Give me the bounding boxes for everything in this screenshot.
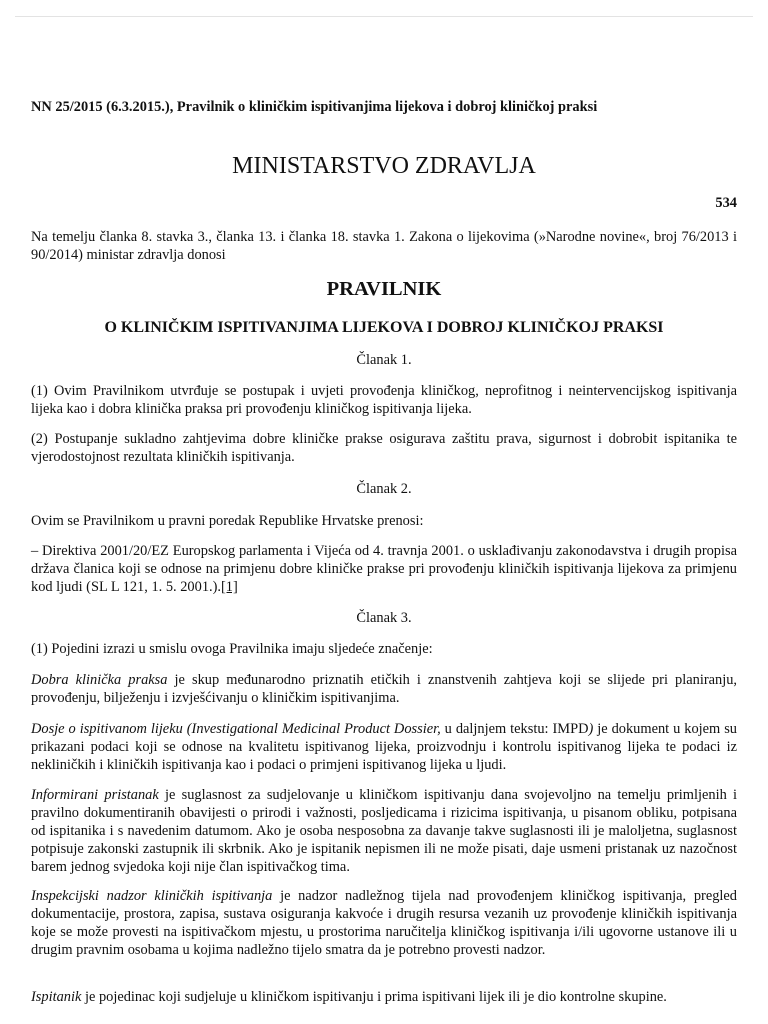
document-number: 534 [715,195,737,211]
definition-term: Dobra klinička praksa [31,672,168,688]
article-3-paragraph-1: (1) Pojedini izrazi u smislu ovoga Pravilnika imaju sljedeće značenje: [31,641,433,657]
article-1-heading: Članak 1. [356,352,412,368]
article-1-paragraph-2: (2) Postupanje sukladno zahtjevima dobre kliničke prakse osigurava zaštitu prava, sigurnost i dobrobit ispitanika te vjerodostojnost rezultata kliničkih ispitivanja. [31,431,737,465]
definition-text: je pojedinac koji sudjeluje u kliničkom ispitivanju i prima ispitivani lijek ili je dio kontrolne skupine. [81,989,667,1005]
intro-paragraph: Na temelju članka 8. stavka 3., članka 13. i članka 18. stavka 1. Zakona o lijekovima (»Narodne novine«, broj 76/2013 i 90/2014) ministar zdravlja donosi [31,229,737,263]
regulation-title: PRAVILNIK [326,278,442,300]
regulation-subtitle: O KLINIČKIM ISPITIVANJIMA LIJEKOVA I DOBROJ KLINIČKOJ PRAKSI [104,319,664,336]
directive-text: – Direktiva 2001/20/EZ Europskog parlamenta i Vijeća od 4. travnja 2001. o usklađivanju zakonodavstva i drugih propisa država članica koji se odnose na primjenu dobre kliničke prakse pri provođenju kliničkih ispitivanja lijekova za primjenu kod ljudi (SL L 121, 1. 5. 2001.). [31,543,737,595]
definition-subject [31,988,737,1006]
definition-text: je dokument u kojem su prikazani podaci koji se odnose na kvalitetu ispitivanog lijeka, proizvodnju i kontrolu ispitivanog lijeka te podaci iz nekliničkih i kliničkih ispitivanja kao i podaci o primjeni ispitivanog lijeka u ljudi. [31,721,738,773]
definition-text: je suglasnost za sudjelovanje u kliničkom ispitivanju dana svojevoljno na temelju primljenih i pravilno dokumentiranih obavijesti o prirodi i važnosti, posljedicama i rizicima ispitivanja, u pisanom obliku, potpisana od ispitanika i s navedenim datumom. Ako je osoba nesposobna za davanje takve suglasnosti ili je maloljetna, suglasnost potpisuje zakonski zastupnik ili skrbnik. Ako je ispitanik nepismen ili ne može pisati, daje usmeni pristanak uz nazočnost barem jednog svjedoka koji nije član ispitivačkog tima. [31,787,737,875]
article-3-heading: Članak 3. [356,610,412,626]
definition-term: Ispitanik [31,989,82,1005]
definition-text: je skup međunarodno priznatih etičkih i znanstvenih zahtjeva koji se slijede pri planiranju, provođenju, bilježenju i izvješćivanju o kliničkim ispitivanjima. [31,672,737,706]
definition-text: je nadzor nadležnog tijela nad provođenjem kliničkog ispitivanja, pregled dokumentacije, prostora, zapisa, sustava osiguranja kakvoće i drugih resursa vezanih uz provođenje kliničkih ispitivanja koje se može provesti na ispitivačkom mjestu, u prostorima naručitelja kliničkog ispitivanja i/ili ugovorne ustanove ili u drugim pravnim osobama u kojima nadležno tijelo smatra da je potrebno provesti nadzor. [31,888,737,958]
definition-impd [31,720,737,774]
top-divider [15,16,753,17]
article-2-directive-item [31,542,737,596]
definition-informed-consent [31,786,737,876]
source-reference: NN 25/2015 (6.3.2015.), Pravilnik o kliničkim ispitivanjima lijekova i dobroj kliničkoj praksi [31,99,598,115]
article-2-heading: Članak 2. [356,481,412,497]
ministry-heading: MINISTARSTVO ZDRAVLJA [232,153,536,179]
footnote-link[interactable]: [1] [221,579,238,595]
definition-inspection [31,887,737,959]
definition-term: Informirani pristanak [31,787,159,803]
definition-abbreviation: u daljnjem tekstu: IMPD [440,721,589,737]
definition-closing-paren: ) [588,721,594,737]
article-1-paragraph-1: (1) Ovim Pravilnikom utvrđuje se postupak i uvjeti provođenja kliničkog, neprofitnog i neintervencijskog ispitivanja lijeka kao i dobra klinička praksa pri provođenju kliničkog ispitivanja lijeka. [31,383,737,417]
article-2-paragraph-1: Ovim se Pravilnikom u pravni poredak Republike Hrvatske prenosi: [31,513,424,529]
definition-term: Dosje o ispitivanom lijeku (Investigational Medicinal Product Dossier, [31,721,441,737]
definition-good-clinical-practice [31,671,737,707]
definition-term: Inspekcijski nadzor kliničkih ispitivanja [31,888,273,904]
